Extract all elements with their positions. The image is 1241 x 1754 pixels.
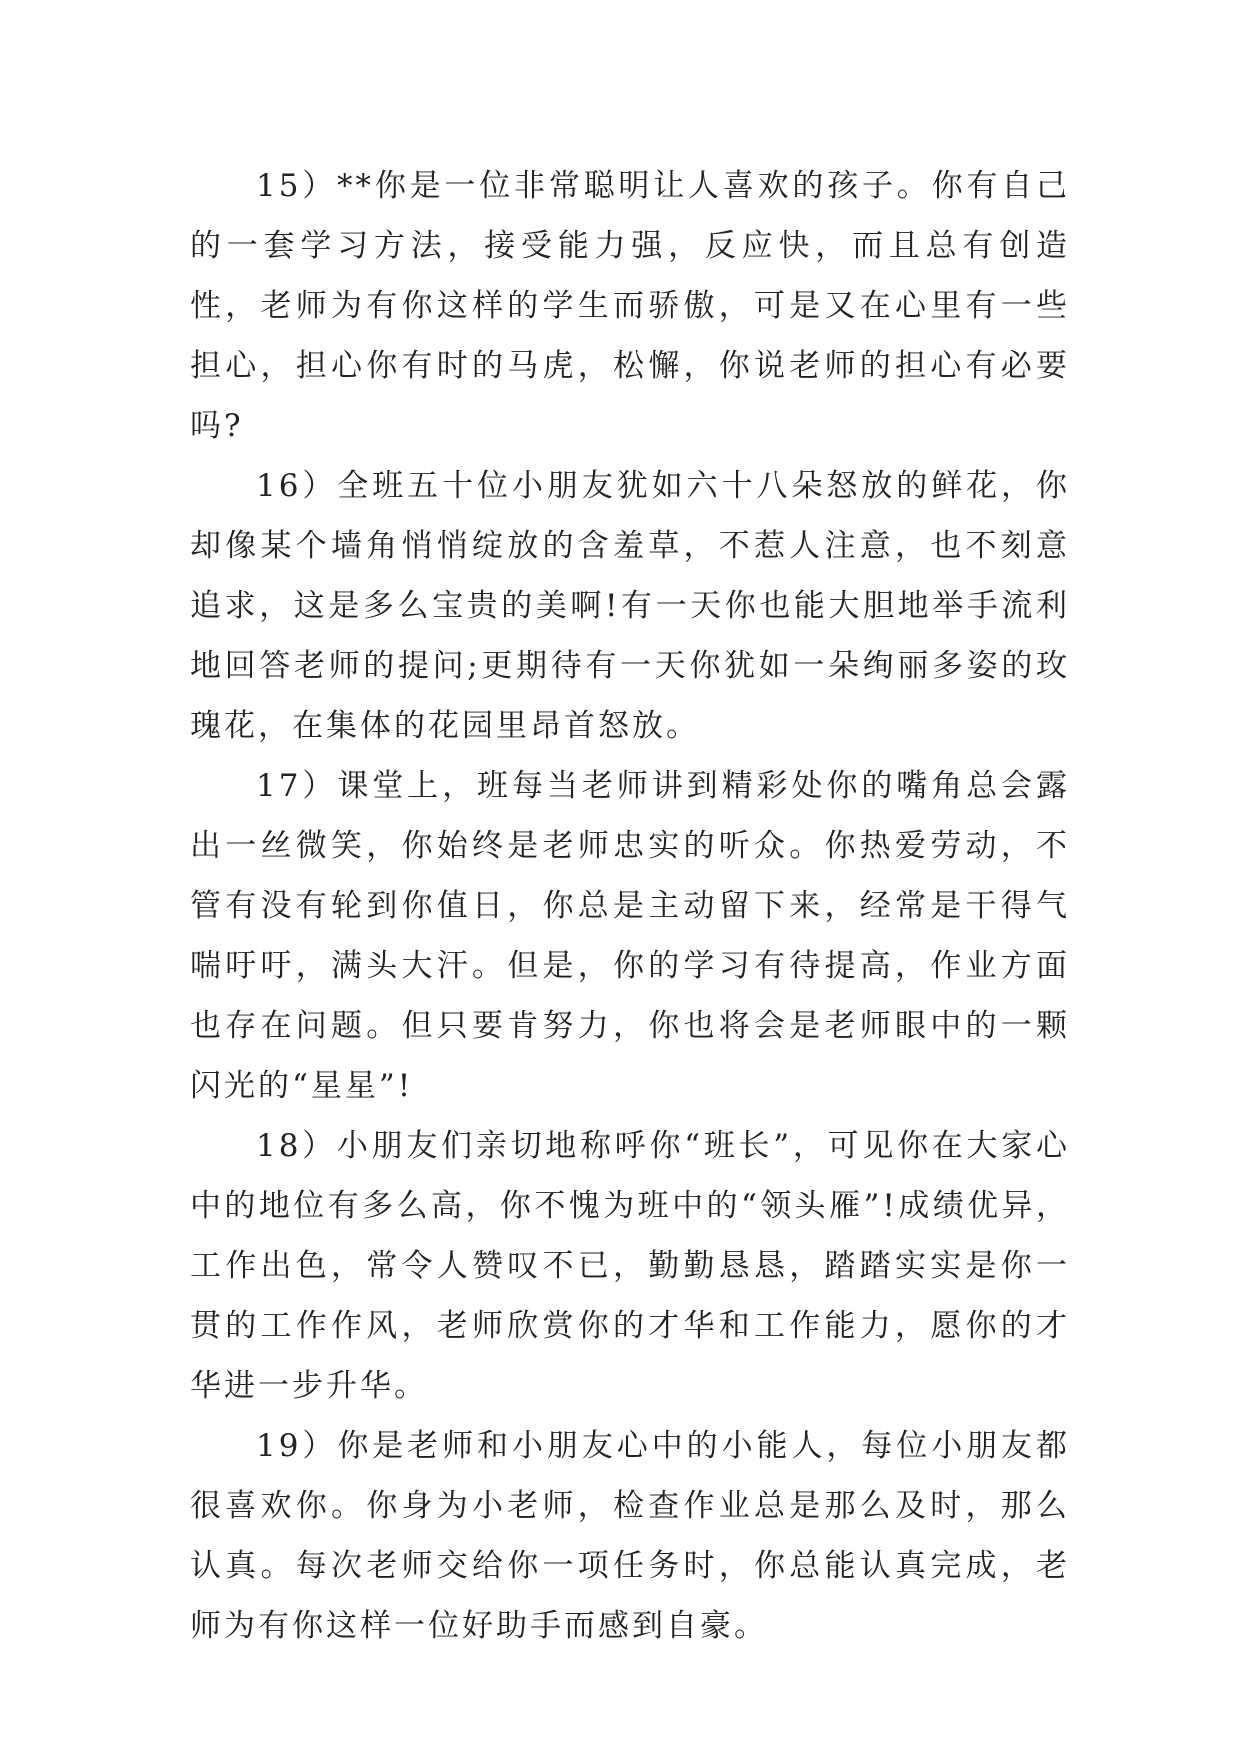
paragraph-18: 18）小朋友们亲切地称呼你“班长”，可见你在大家心中的地位有多么高，你不愧为班中的“领头雁”!成绩优异，工作出色，常令人赞叹不已，勤勤恳恳，踏踏实实是你一贯的工作作风，老师欣赏你的才华和工作能力，愿你的才华进一步升华。 — [190, 1128, 1070, 1404]
paragraph-15: 15）**你是一位非常聪明让人喜欢的孩子。你有自己的一套学习方法，接受能力强，反应快，而且总有创造性，老师为有你这样的学生而骄傲，可是又在心里有一些担心，担心你有时的马虎，松懈，你说老师的担心有必要吗? — [190, 168, 1070, 444]
document-body — [190, 156, 1070, 1656]
paragraph-17: 17）课堂上，班每当老师讲到精彩处你的嘴角总会露出一丝微笑，你始终是老师忠实的听众。你热爱劳动，不管有没有轮到你值日，你总是主动留下来，经常是干得气喘吁吁，满头大汗。但是，你的学习有待提高，作业方面也存在问题。但只要肯努力，你也将会是老师眼中的一颗闪光的“星星”! — [190, 768, 1070, 1104]
paragraph-16: 16）全班五十位小朋友犹如六十八朵怒放的鲜花，你却像某个墙角悄悄绽放的含羞草，不惹人注意，也不刻意追求，这是多么宝贵的美啊!有一天你也能大胆地举手流利地回答老师的提问;更期待有一天你犹如一朵绚丽多姿的玫瑰花，在集体的花园里昂首怒放。 — [190, 468, 1070, 744]
paragraph-19: 19）你是老师和小朋友心中的小能人，每位小朋友都很喜欢你。你身为小老师，检查作业总是那么及时，那么认真。每次老师交给你一项任务时，你总能认真完成，老师为有你这样一位好助手而感到自豪。 — [190, 1428, 1070, 1644]
